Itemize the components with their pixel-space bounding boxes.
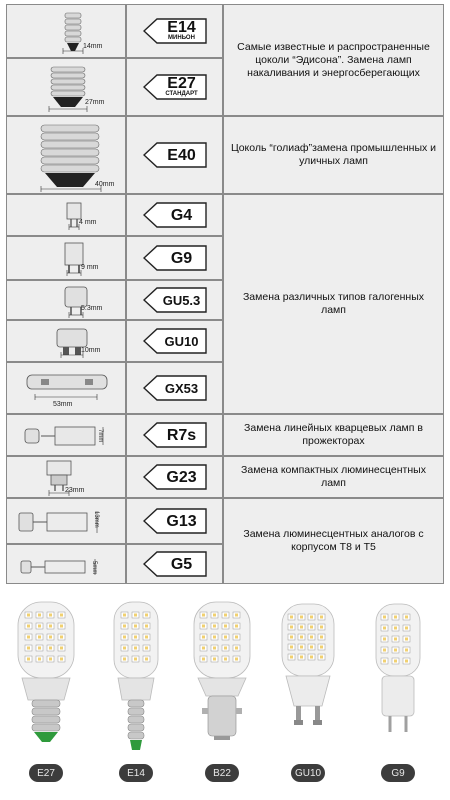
socket-code: GU10 bbox=[164, 333, 199, 349]
socket-code-cell bbox=[126, 414, 223, 456]
led-lamp-b22 bbox=[182, 596, 262, 800]
socket-diagram-cell bbox=[6, 544, 126, 584]
dimension-label: 53mm bbox=[53, 401, 73, 408]
socket-code-tag bbox=[143, 328, 207, 354]
dimension-label: 9 mm bbox=[81, 264, 99, 271]
dimension-label: 40mm bbox=[95, 181, 115, 188]
dimension-label: 5.3mm bbox=[81, 305, 103, 312]
description-text: Цоколь “голиаф”замена промышленных и уличных ламп bbox=[230, 142, 437, 167]
socket-code-cell bbox=[126, 194, 223, 236]
description-text: Замена линейных кварцевых ламп в прожекторах bbox=[244, 422, 423, 447]
socket-code-tag bbox=[143, 18, 207, 44]
lamp-base-label: B22 bbox=[205, 764, 239, 782]
socket-description bbox=[223, 414, 444, 456]
socket-diagram-cell bbox=[6, 414, 126, 456]
socket-code: G4 bbox=[170, 206, 193, 224]
socket-code-cell bbox=[126, 280, 223, 320]
dimension-label: 10mm bbox=[81, 347, 101, 354]
lamp-base-label: G9 bbox=[381, 764, 415, 782]
socket-diagram-cell bbox=[6, 362, 126, 414]
socket-code-cell bbox=[126, 544, 223, 584]
socket-description bbox=[223, 498, 444, 584]
description-text: Замена различных типов галогенных ламп bbox=[242, 291, 425, 316]
socket-diagram-cell bbox=[6, 58, 126, 116]
socket-base-icon bbox=[11, 323, 121, 359]
socket-base-icon bbox=[11, 7, 121, 55]
socket-code-cell bbox=[126, 116, 223, 194]
socket-code-tag bbox=[143, 375, 207, 401]
socket-code-tag bbox=[143, 464, 207, 490]
socket-code: G5 bbox=[170, 555, 193, 573]
description-text: Замена люминесцентных аналогов с корпусом Т8 и Т5 bbox=[243, 528, 424, 553]
lamp-base-label: E14 bbox=[119, 764, 153, 782]
socket-base-icon bbox=[11, 239, 121, 277]
socket-code: G23 bbox=[166, 468, 197, 486]
socket-diagram-cell bbox=[6, 116, 126, 194]
socket-code-cell bbox=[126, 320, 223, 362]
socket-base-icon bbox=[11, 547, 121, 581]
socket-code: E40 bbox=[167, 146, 196, 164]
socket-code-cell bbox=[126, 456, 223, 498]
lamp-base-label: E27 bbox=[29, 764, 63, 782]
description-text: Самые известные и распространенные цоколи “Эдисона”. Замена ламп накаливания и энергосберегающих bbox=[237, 40, 430, 79]
dimension-label: 5mm bbox=[91, 561, 97, 575]
socket-code-tag bbox=[143, 202, 207, 228]
socket-code-tag bbox=[143, 142, 207, 168]
led-lamp-gallery bbox=[0, 596, 450, 800]
socket-code: G9 bbox=[170, 249, 193, 267]
socket-diagram-cell bbox=[6, 236, 126, 280]
socket-code: E14 bbox=[167, 19, 196, 36]
led-lamp-gu10 bbox=[268, 596, 348, 800]
dimension-label: 7mm bbox=[97, 429, 103, 443]
socket-description bbox=[223, 116, 444, 194]
socket-code-tag bbox=[143, 287, 207, 313]
socket-base-icon bbox=[11, 283, 121, 317]
socket-code: R7s bbox=[166, 426, 197, 444]
socket-code-tag bbox=[143, 551, 207, 577]
socket-diagram-cell bbox=[6, 456, 126, 498]
dimension-label: 14mm bbox=[83, 43, 103, 50]
socket-code-cell bbox=[126, 362, 223, 414]
socket-diagram-cell bbox=[6, 280, 126, 320]
socket-code-cell bbox=[126, 498, 223, 544]
dimension-label: 4 mm bbox=[79, 219, 97, 226]
led-lamp-g9 bbox=[358, 596, 438, 800]
socket-diagram-cell bbox=[6, 320, 126, 362]
socket-code: E27 bbox=[167, 75, 196, 92]
socket-code-tag bbox=[143, 508, 207, 534]
socket-base-icon bbox=[11, 61, 121, 113]
socket-code-tag bbox=[143, 74, 207, 100]
socket-code-subtitle: СТАНДАРТ bbox=[165, 91, 198, 97]
socket-description bbox=[223, 194, 444, 414]
dimension-label: 23mm bbox=[65, 487, 85, 494]
led-lamp-e14 bbox=[96, 596, 176, 800]
socket-code-tag bbox=[143, 422, 207, 448]
socket-code-cell bbox=[126, 58, 223, 116]
dimension-label: 27mm bbox=[85, 99, 105, 106]
socket-code: GX53 bbox=[164, 380, 199, 396]
socket-diagram-cell bbox=[6, 194, 126, 236]
socket-code-subtitle: МИНЬОН bbox=[168, 35, 195, 41]
socket-code-tag bbox=[143, 245, 207, 271]
dimension-label: 13mm bbox=[93, 511, 99, 528]
socket-code: G13 bbox=[166, 512, 197, 530]
socket-diagram-cell bbox=[6, 4, 126, 58]
socket-code-cell bbox=[126, 236, 223, 280]
socket-code-cell bbox=[126, 4, 223, 58]
description-text: Замена компактных люминесцентных ламп bbox=[241, 464, 426, 489]
socket-code: GU5.3 bbox=[162, 292, 201, 308]
lamp-base-label: GU10 bbox=[291, 764, 325, 782]
socket-base-icon bbox=[11, 501, 121, 541]
socket-description bbox=[223, 4, 444, 116]
socket-diagram-cell bbox=[6, 498, 126, 544]
socket-base-icon bbox=[11, 417, 121, 453]
socket-base-icon bbox=[11, 197, 121, 233]
led-lamp-e27 bbox=[6, 596, 86, 800]
socket-description bbox=[223, 456, 444, 498]
